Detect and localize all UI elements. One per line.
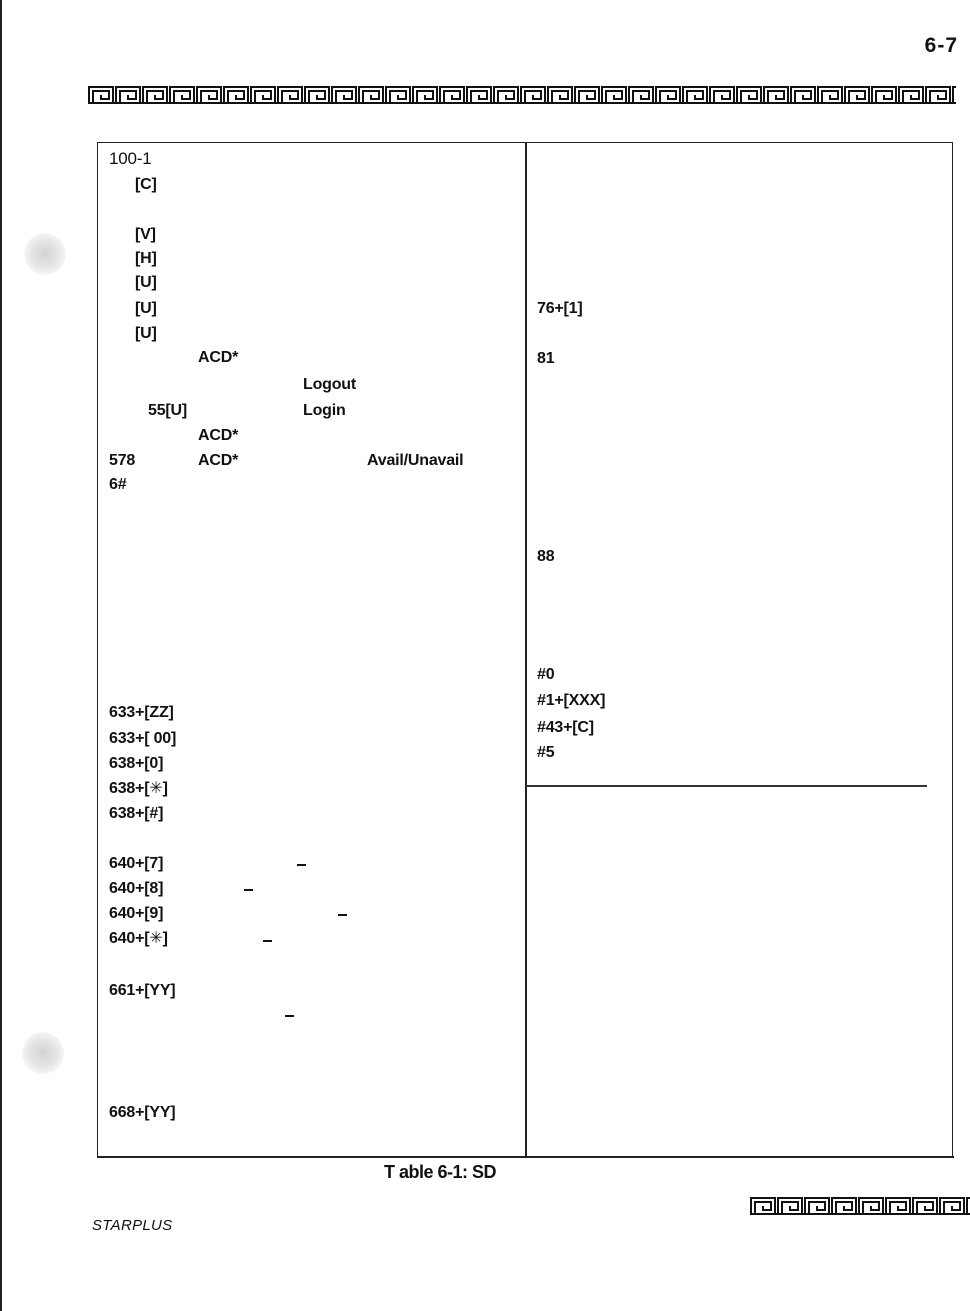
footer-brand: STARPLUS [92,1217,173,1234]
feature-label: ACD* [198,427,239,444]
code-entry: 640+[✳] [109,930,168,947]
code-entry: 578 [109,452,136,469]
code-entry: 633+[ZZ] [109,704,174,721]
right-column-end-rule [526,785,927,787]
decorative-key-border-top [88,86,956,104]
code-entry: 55[U] [148,402,188,419]
code-entry: 633+[ 00] [109,730,177,747]
code-entry: 640+[8] [109,880,164,897]
code-entry: 668+[YY] [109,1104,176,1121]
dash-mark [338,914,347,916]
page-left-edge [0,0,2,1311]
code-entry: [H] [135,250,157,267]
code-entry: 100-1 [109,149,152,168]
code-entry: 640+[9] [109,905,164,922]
code-entry: [U] [135,300,157,317]
greek-key-pattern-top [88,86,956,104]
dash-mark [244,889,253,891]
dash-mark [297,864,306,866]
code-entry: [V] [135,226,156,243]
code-entry: 76+[1] [537,300,583,317]
dash-mark [285,1015,294,1017]
dash-mark [263,940,272,942]
feature-label: Avail/Unavail [367,452,464,469]
feature-label: ACD* [198,452,239,469]
code-entry: 81 [537,350,555,367]
code-entry: 88 [537,548,555,565]
table-column-divider [525,142,527,1157]
table-bottom-rule [97,1156,954,1158]
decorative-key-border-bottom [750,1197,970,1215]
code-entry: [U] [135,274,157,291]
greek-key-pattern-bottom [750,1197,970,1215]
code-entry: #1+[XXX] [537,692,606,709]
code-entry: 6# [109,476,127,493]
code-entry: 661+[YY] [109,982,176,999]
code-entry: #0 [537,666,555,683]
binder-hole-mark-top [24,233,66,275]
feature-label: Logout [303,376,356,393]
table-caption: T able 6-1: SD [384,1162,497,1182]
code-entry: 640+[7] [109,855,164,872]
code-entry: 638+[#] [109,805,164,822]
page-number: 6-7 [924,34,958,57]
feature-label: Login [303,402,346,419]
code-entry: #5 [537,744,555,761]
code-entry: 638+[0] [109,755,164,772]
code-entry: 638+[✳] [109,780,168,797]
code-entry: #43+[C] [537,719,594,736]
code-entry: [C] [135,176,157,193]
binder-hole-mark-bottom [22,1032,64,1074]
feature-label: ACD* [198,349,239,366]
code-entry: [U] [135,325,157,342]
